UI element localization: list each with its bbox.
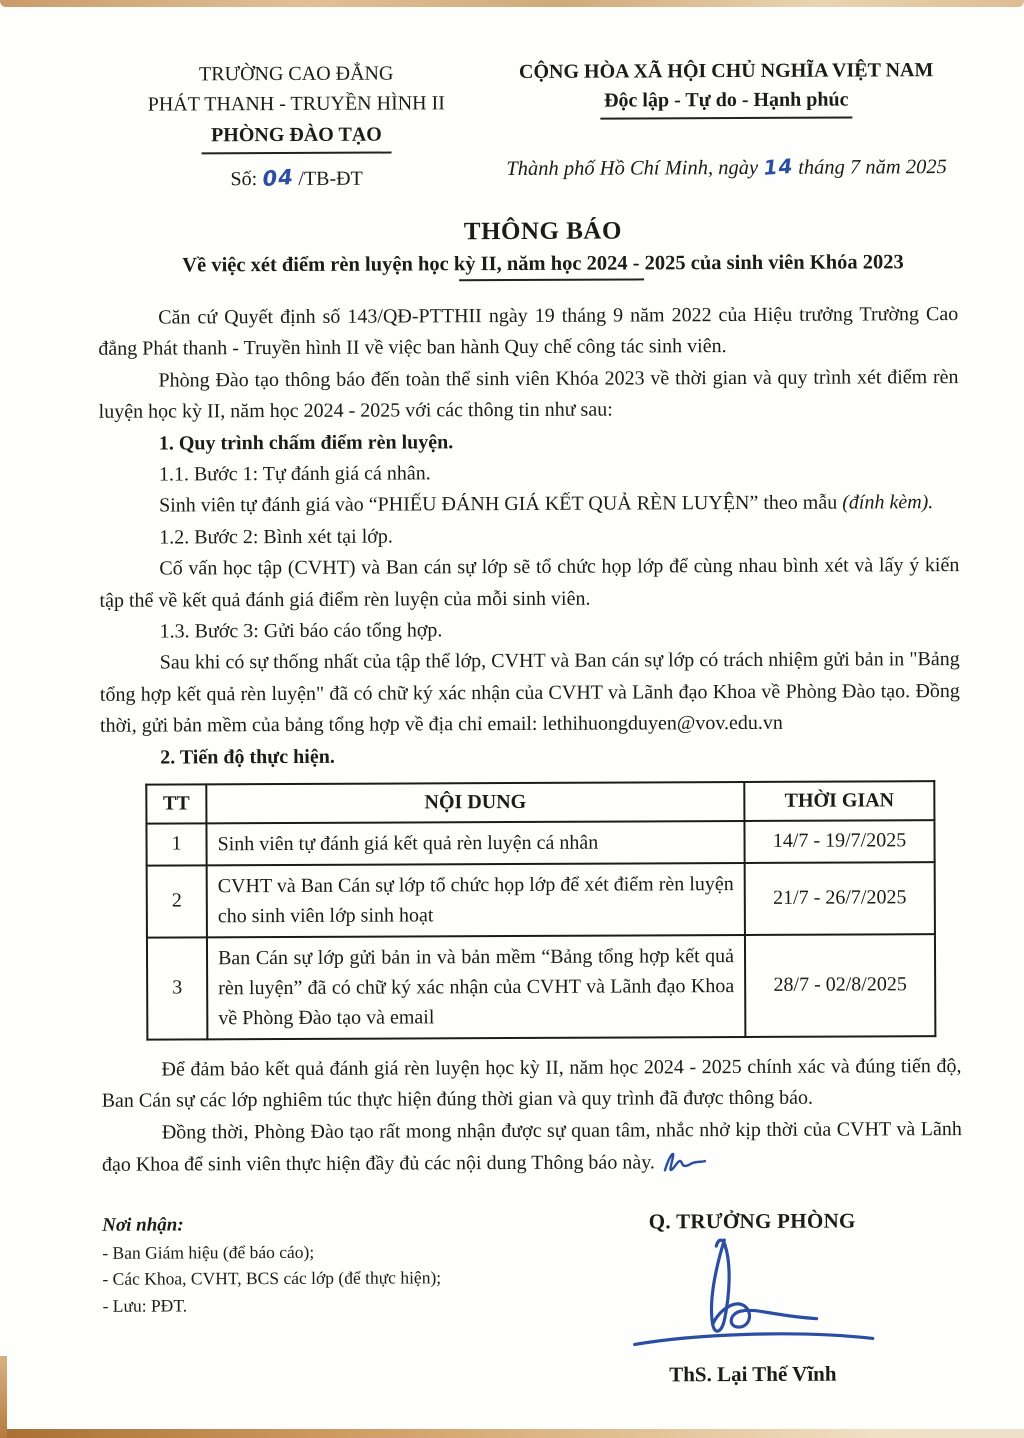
row3-time: 28/7 - 02/8/2025 — [745, 934, 935, 1037]
org-department: PHÒNG ĐÀO TẠO — [201, 119, 392, 154]
doc-number-suffix: /TB-ĐT — [298, 167, 363, 191]
schedule-table — [145, 780, 936, 1040]
paragraph-announce: Phòng Đào tạo thông báo đến toàn thể sinh viên Khóa 2023 về thời gian và quy trình xét điểm rèn luyện học kỳ II, năm học 2024 - 2025 với các thông tin như sau: — [98, 365, 959, 424]
paragraph-deadline: Để đảm bảo kết quả đánh giá rèn luyện học kỳ II, năm học 2024 - 2025 chính xác và đúng tiến độ, Ban Cán sự các lớp nghiêm túc thực hiện đúng thời gian và quy trình đã được thông báo. — [101, 1054, 962, 1113]
national-title: CỘNG HÒA XÃ HỘI CHỦ NGHĨA VIỆT NAM — [518, 59, 934, 83]
document-footer — [102, 1208, 963, 1390]
step-1-text: Sinh viên tự đánh giá vào “PHIẾU ĐÁNH GIÁ KẾT QUẢ RÈN LUYỆN” theo mẫu — [159, 492, 838, 517]
doc-number-prefix: Số: — [230, 168, 258, 191]
document-title: THÔNG BÁO — [463, 217, 622, 246]
subtitle-underline — [459, 278, 644, 281]
section-1-heading: 1. Quy trình chấm điểm rèn luyện. — [158, 430, 454, 455]
signer-title: Q. TRƯỞNG PHÒNG — [648, 1208, 856, 1233]
document-header — [97, 56, 958, 196]
step-3-paragraph: Sau khi có sự thống nhất của tập thể lớp, CVHT và Ban cán sự lớp có trách nhiệm gửi bản in "Bảng tổng hợp kết quả rèn luyện" đã có chữ ký xác nhận của CVHT và Lãnh đạo Khoa về Phòng Đào tạo. Đồng thời, gửi bản mềm của bảng tổng hợp về địa chỉ email: lethihuongduyen@vov.edu.vn — [99, 648, 960, 737]
row2-tt: 2 — [147, 865, 207, 937]
row2-time: 21/7 - 26/7/2025 — [745, 862, 935, 935]
date-day-handwritten: 14 — [762, 153, 794, 180]
doc-number-handwritten: 04 — [261, 165, 295, 192]
date-prefix: Thành phố Hồ Chí Minh, ngày — [506, 156, 759, 181]
row1-tt: 1 — [146, 823, 206, 865]
table-row — [146, 820, 934, 865]
recipients-block — [102, 1209, 543, 1389]
org-name-line1: TRƯỜNG CAO ĐẲNG — [198, 62, 394, 86]
row3-content: Ban Cán sự lớp gửi bản in và bản mềm “Bảng tổng hợp kết quả rèn luyện” đã có chữ ký xác nhận của CVHT và Lãnh đạo Khoa về Phòng Đào tạo và email — [207, 935, 745, 1039]
signer-name: ThS. Lại Thế Vĩnh — [669, 1361, 837, 1386]
national-motto: Độc lập - Tự do - Hạnh phúc — [600, 86, 853, 120]
request-text: Đồng thời, Phòng Đào tạo rất mong nhận được sự quan tâm, nhắc nhở kịp thời của CVHT và Lãnh đạo Khoa để sinh viên thực hiện đầy đủ các nội dung Thông báo này. — [101, 1117, 962, 1176]
issuing-org-block — [97, 58, 496, 196]
step-2-paragraph: Cố vấn học tập (CVHT) và Ban cán sự lớp sẽ tổ chức họp lớp để cùng nhau bình xét và lấy ý kiến tập thể về kết quả đánh giá điểm rèn luyện của mỗi sinh viên. — [99, 554, 960, 612]
national-motto-block — [495, 56, 958, 194]
attachment-note: (đính kèm). — [842, 491, 934, 514]
paragraph-basis: Căn cứ Quyết định số 143/QĐ-PTTHII ngày 19 tháng 9 năm 2022 của Hiệu trưởng Trường Cao đẳng Phát thanh - Truyền hình II về việc ban hành Quy chế công tác sinh viên. — [98, 303, 959, 361]
recipient-item: - Các Khoa, CVHT, BCS các lớp (để thực hiện); — [102, 1267, 442, 1290]
row2-content: CVHT và Ban Cán sự lớp tổ chức họp lớp để xét điểm rèn luyện cho sinh viên lớp sinh hoạt — [207, 863, 745, 937]
handwritten-initials-icon — [657, 1146, 707, 1176]
step-2-heading: 1.2. Bước 2: Bình xét tại lớp. — [159, 525, 393, 549]
table-row — [147, 862, 935, 937]
recipient-item: - Ban Giám hiệu (để báo cáo); — [102, 1241, 315, 1263]
row1-content: Sinh viên tự đánh giá kết quả rèn luyện cá nhân — [206, 821, 744, 865]
closing-paragraphs — [101, 1051, 962, 1181]
document-number-line — [98, 162, 496, 196]
step-1-paragraph — [99, 487, 959, 522]
table-row — [147, 934, 935, 1039]
signature-block — [542, 1208, 963, 1388]
col-header-tt: TT — [146, 784, 206, 823]
org-name-line2: PHÁT THANH - TRUYỀN HÌNH II — [147, 92, 445, 116]
recipients-label: Nơi nhận: — [102, 1213, 184, 1236]
handwritten-signature-icon — [602, 1233, 903, 1360]
document-subtitle: Về việc xét điểm rèn luyện học kỳ II, năm học 2024 - 2025 của sinh viên Khóa 2023 — [182, 251, 904, 277]
document-body — [98, 299, 960, 774]
table-header-row — [146, 781, 934, 823]
col-header-time: THỜI GIAN — [744, 781, 934, 821]
place-date-line — [496, 152, 958, 185]
col-header-content: NỘI DUNG — [206, 782, 744, 823]
section-2-heading: 2. Tiến độ thực hiện. — [160, 745, 335, 769]
row1-time: 14/7 - 19/7/2025 — [744, 820, 934, 863]
step-3-heading: 1.3. Bước 3: Gửi báo cáo tổng hợp. — [159, 619, 443, 643]
row3-tt: 3 — [147, 937, 207, 1039]
paragraph-request — [102, 1114, 962, 1182]
recipient-item: - Lưu: PĐT. — [102, 1294, 188, 1316]
title-block — [128, 216, 958, 283]
step-1-heading: 1.1. Bước 1: Tự đánh giá cá nhân. — [158, 462, 431, 486]
date-suffix: tháng 7 năm 2025 — [798, 156, 947, 179]
